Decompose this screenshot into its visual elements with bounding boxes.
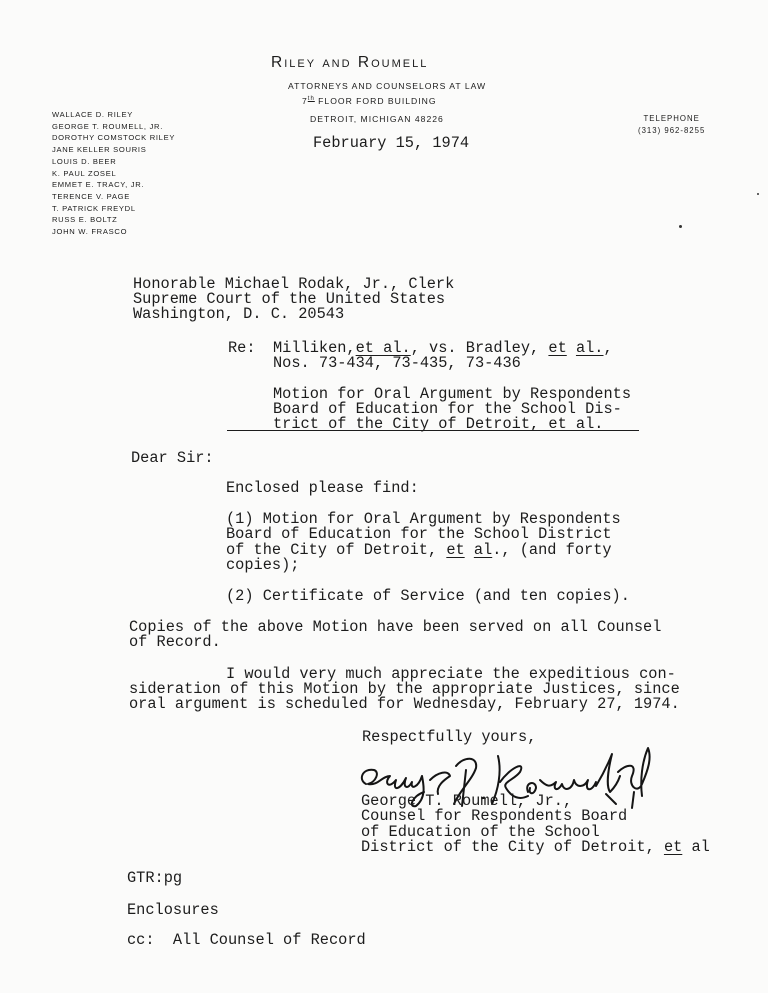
signer-title: District of the City of Detroit, et al — [361, 838, 710, 856]
cc-notation: cc: All Counsel of Record — [127, 931, 366, 949]
re-motion-line: Board of Education for the School Dis- — [273, 400, 622, 418]
recipient-line: Washington, D. C. 20543 — [133, 305, 345, 323]
firm-floor: 7th FLOOR FORD BUILDING — [302, 96, 437, 106]
enclosure-item-2: (2) Certificate of Service (and ten copies). — [226, 587, 630, 605]
re-case-title: Milliken,et al., vs. Bradley, et al., — [273, 339, 613, 357]
scan-speck — [679, 225, 682, 228]
partner-name: K. PAUL ZOSEL — [52, 168, 117, 178]
closing: Respectfully yours, — [362, 728, 537, 746]
partner-name: GEORGE T. ROUMELL, JR. — [52, 121, 164, 131]
telephone-label: TELEPHONE — [643, 114, 700, 123]
re-case-numbers: Nos. 73-434, 73-435, 73-436 — [273, 354, 521, 372]
partner-name: EMMET E. TRACY, JR. — [52, 180, 145, 190]
re-motion-line: trict of the City of Detroit, et al. — [273, 415, 604, 433]
enclosed-intro: Enclosed please find: — [226, 479, 419, 497]
letter-date: February 15, 1974 — [313, 134, 470, 152]
re-motion-line: Motion for Oral Argument by Respondents — [273, 385, 632, 403]
body-paragraph: of Record. — [129, 633, 221, 651]
body-paragraph: I would very much appreciate the expeditious con- — [226, 665, 676, 683]
signer-title: of Education of the School — [361, 823, 600, 841]
partner-name: JOHN W. FRASCO — [52, 227, 128, 237]
body-paragraph: sideration of this Motion by the appropriate Justices, since — [129, 680, 680, 698]
partner-name: T. PATRICK FREYDL — [52, 203, 136, 213]
body-paragraph: Copies of the above Motion have been served on all Counsel — [129, 618, 662, 636]
partner-name: JANE KELLER SOURIS — [52, 145, 147, 155]
telephone-block — [638, 113, 705, 137]
enclosure-item-1: copies); — [226, 556, 300, 574]
recipient-line: Supreme Court of the United States — [133, 290, 446, 308]
telephone-number: (313) 962-8255 — [638, 126, 706, 135]
re-label: Re: — [228, 339, 256, 357]
firm-descriptor: ATTORNEYS AND COUNSELORS AT LAW — [288, 81, 487, 91]
enclosure-item-1: Board of Education for the School District — [226, 525, 612, 543]
partner-name: RUSS E. BOLTZ — [52, 215, 118, 225]
partner-list — [52, 109, 175, 238]
partner-name: LOUIS D. BEER — [52, 156, 117, 166]
re-underline-rule — [227, 430, 639, 431]
enclosures-notation: Enclosures — [127, 901, 219, 919]
scan-speck — [757, 193, 759, 195]
partner-name: TERENCE V. PAGE — [52, 191, 131, 201]
recipient-line: Honorable Michael Rodak, Jr., Clerk — [133, 275, 455, 293]
enclosure-item-1: (1) Motion for Oral Argument by Respondents — [226, 510, 621, 528]
enclosure-item-1: of the City of Detroit, et al., (and forty — [226, 541, 612, 559]
partner-name: DOROTHY COMSTOCK RILEY — [52, 133, 176, 143]
reference-initials: GTR:pg — [127, 869, 183, 887]
firm-city: DETROIT, MICHIGAN 48226 — [310, 114, 444, 124]
salutation: Dear Sir: — [131, 449, 214, 467]
firm-name: Riley and Roumell — [271, 54, 429, 71]
signer-name: George T. Roumell, Jr., — [361, 792, 573, 810]
body-paragraph: oral argument is scheduled for Wednesday, February 27, 1974. — [129, 695, 680, 713]
partner-name: WALLACE D. RILEY — [52, 110, 133, 119]
signer-title: Counsel for Respondents Board — [361, 807, 628, 825]
